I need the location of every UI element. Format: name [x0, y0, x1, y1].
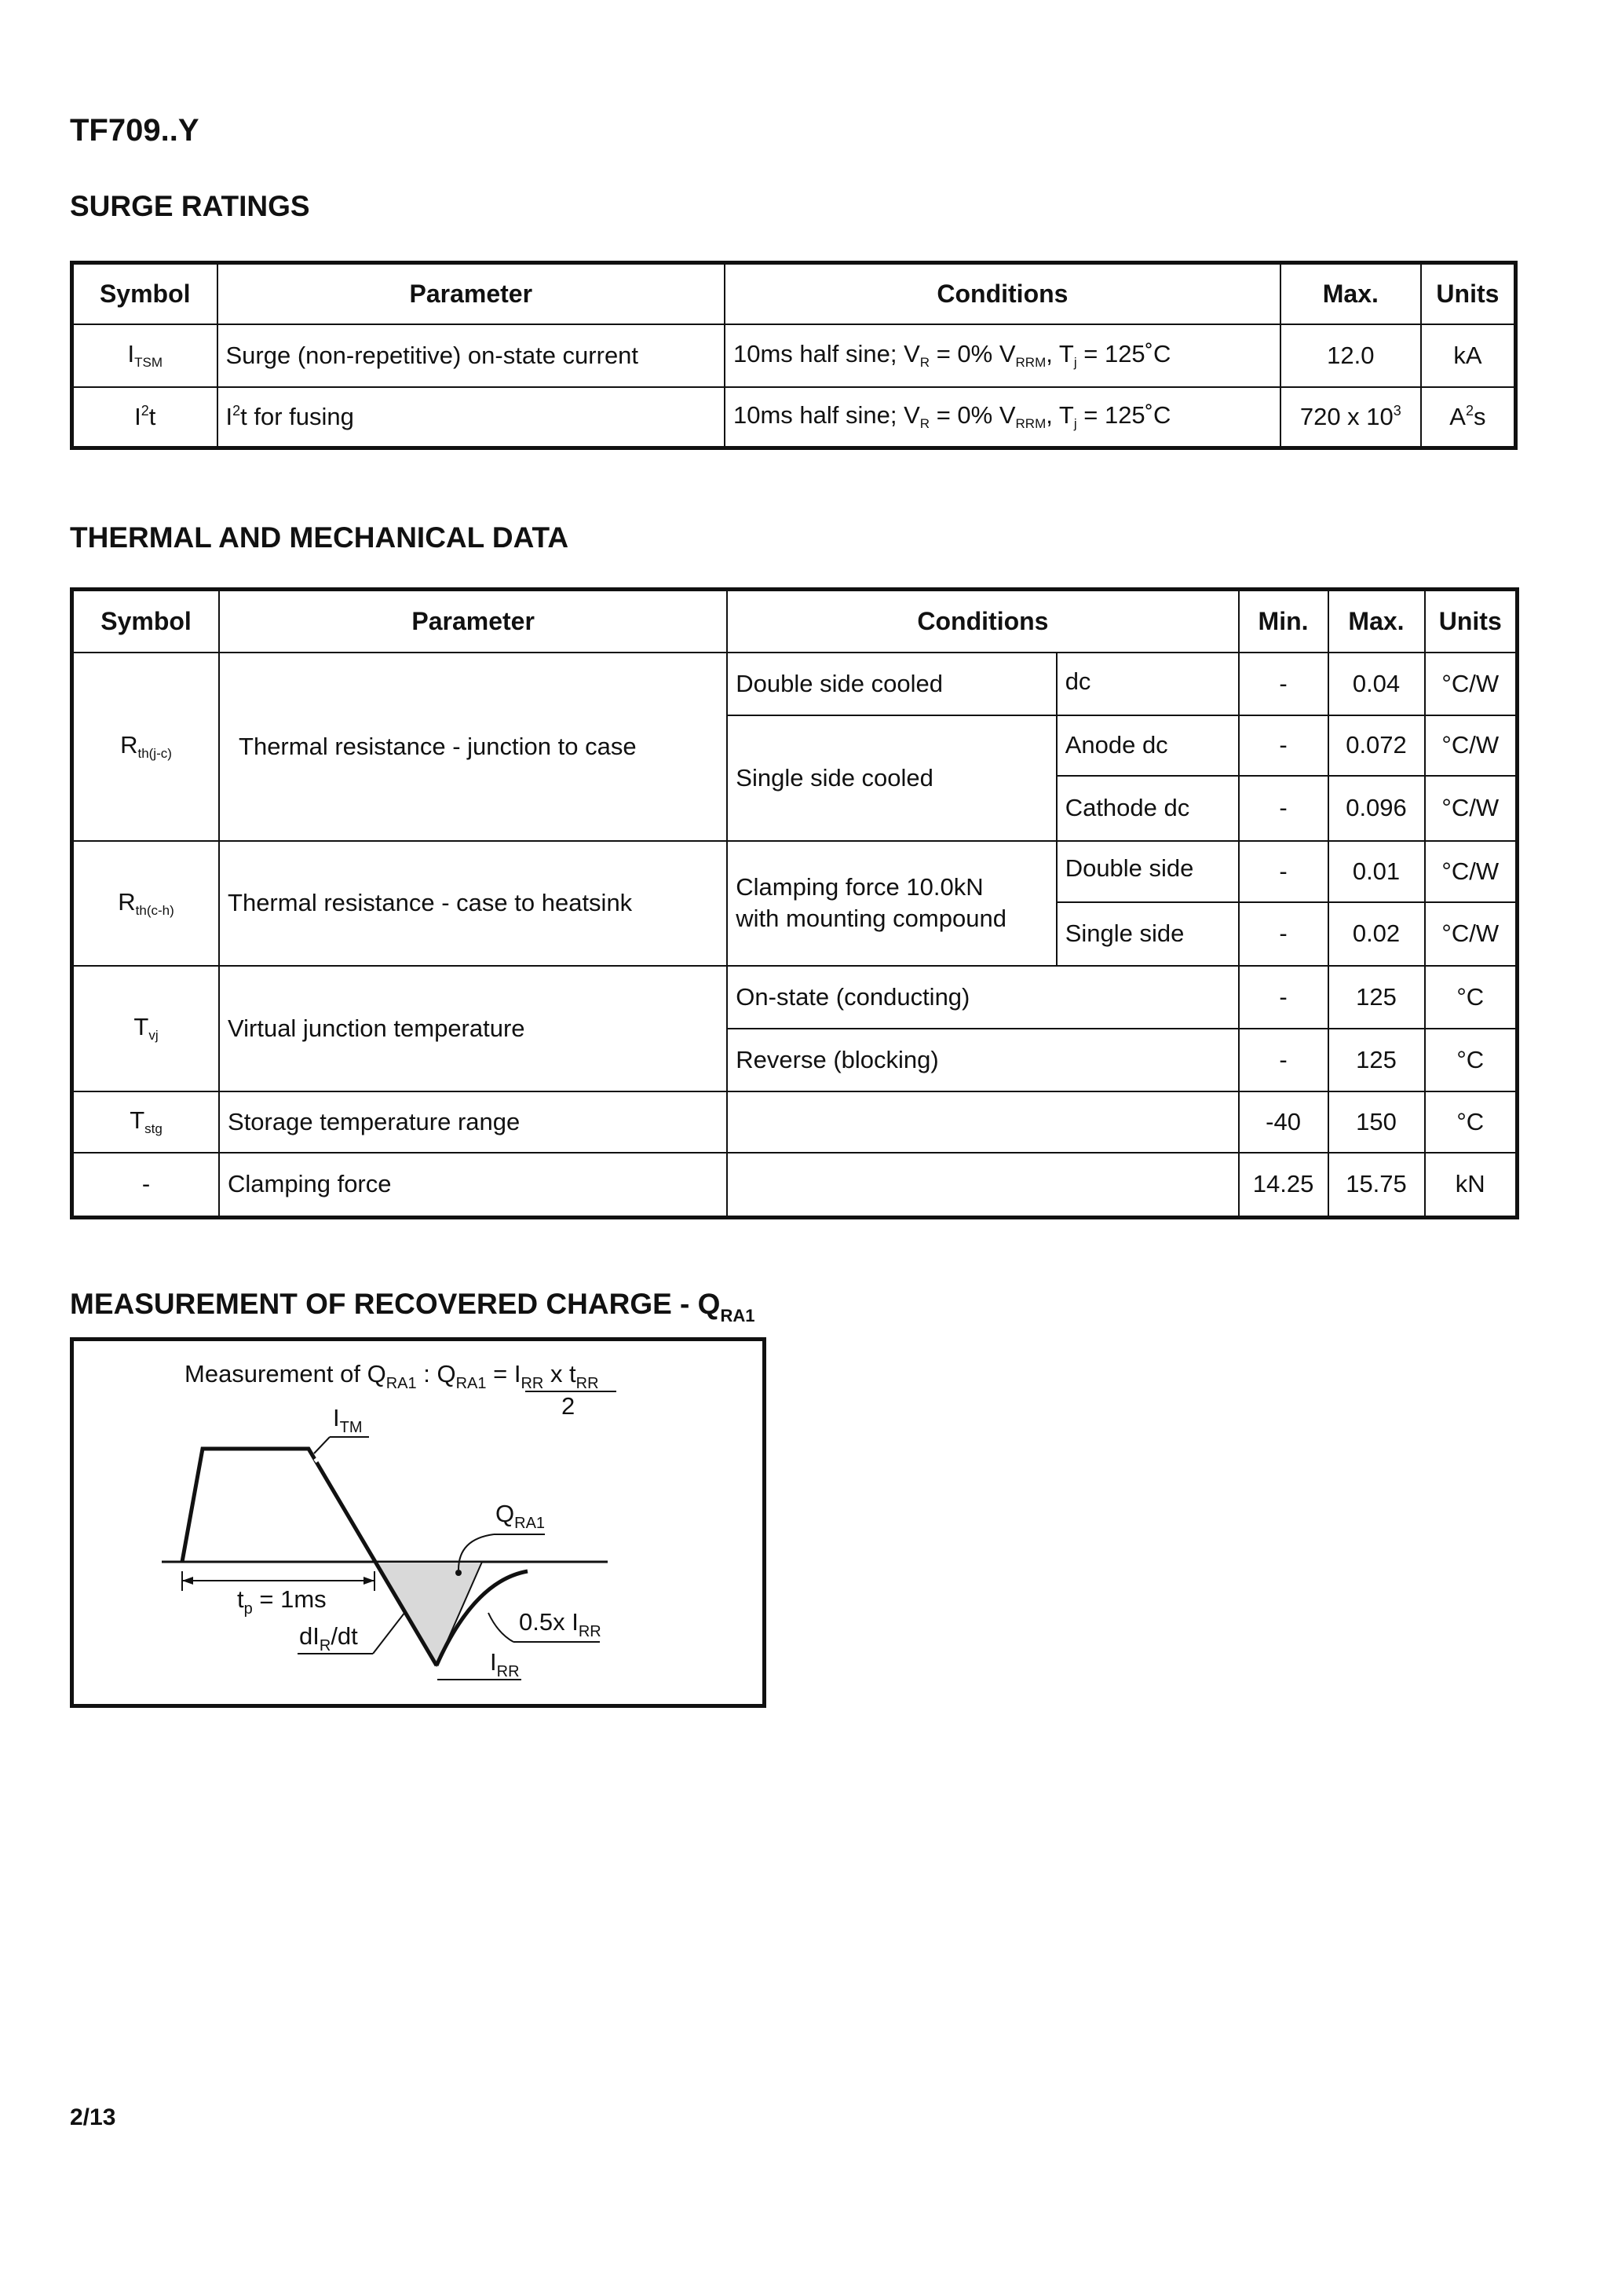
condition-cell	[727, 1091, 1238, 1153]
surge-ratings-table	[70, 261, 1518, 450]
symbol-cell: $T_{vj}$	[72, 966, 220, 1091]
parameter-cell: $I^2t$ for fusing	[217, 387, 725, 448]
table-row	[72, 841, 1518, 902]
dir-dt-leader	[373, 1612, 405, 1654]
tp-arrow-left	[182, 1577, 193, 1585]
parameter-cell: Surge (non-repetitive) on-state current	[217, 324, 725, 387]
tp-arrow-right	[363, 1577, 374, 1585]
subcondition-cell: Single side	[1057, 902, 1239, 966]
condition-cell: Reverse (blocking)	[727, 1029, 1238, 1091]
units-cell: °C/W	[1425, 841, 1518, 902]
max-cell: 0.04	[1328, 653, 1425, 715]
symbol-cell: $I_{TSM}$	[72, 324, 217, 387]
symbol-cell: $R_{th(c-h)}$	[72, 841, 220, 966]
col-header-parameter: Parameter	[217, 263, 725, 324]
max-cell: 0.072	[1328, 715, 1425, 776]
conditions-cell: 10ms half sine; $V_R = 0\%$ $V_{RRM}$, $T_j$ = 125˚C	[725, 387, 1280, 448]
max-cell: 12.0	[1280, 324, 1421, 387]
condition-cell: Double side cooled	[727, 653, 1056, 715]
condition-cell	[727, 1153, 1238, 1218]
recovered-charge-heading: MEASUREMENT OF RECOVERED CHARGE - $Q_{RA1}$	[70, 1288, 755, 1325]
symbol-cell: $R_{th(j-c)}$	[72, 653, 220, 841]
subcondition-cell: Double side	[1057, 841, 1239, 902]
conditions-cell: 10ms half sine; $V_R = 0\%$ $V_{RRM}$, $T_j$ = 125˚C	[725, 324, 1280, 387]
units-cell: °C	[1425, 1029, 1518, 1091]
min-cell: -	[1239, 653, 1328, 715]
table-row	[72, 1153, 1518, 1218]
page-number: 2/13	[70, 2104, 116, 2130]
max-cell: 15.75	[1328, 1153, 1425, 1218]
col-header-max: Max.	[1280, 263, 1421, 324]
units-cell: kN	[1425, 1153, 1518, 1218]
min-cell: 14.25	[1239, 1153, 1328, 1218]
dir-dt-label: $dI_R/dt$	[299, 1622, 358, 1654]
min-cell: -	[1239, 966, 1328, 1029]
max-cell: 720 x $10^3$	[1280, 387, 1421, 448]
parameter-cell: Thermal resistance - case to heatsink	[219, 841, 727, 966]
col-header-symbol: Symbol	[72, 590, 220, 653]
formula-text: Measurement of $Q_{RA1}$ : $Q_{RA1} = I_{RR}$ x $t_{RR}$	[184, 1360, 599, 1392]
symbol-cell: $T_{stg}$	[72, 1091, 220, 1153]
tp-label: $t_p = 1ms$	[237, 1585, 327, 1618]
condition-cell: Clamping force 10.0kN with mounting compound	[727, 841, 1056, 966]
recovered-charge-diagram	[70, 1337, 766, 1708]
units-cell: °C/W	[1425, 653, 1518, 715]
table-row	[72, 1091, 1518, 1153]
half-irr-leader	[488, 1613, 513, 1642]
recovered-charge-waveform	[74, 1341, 762, 1704]
max-cell: 125	[1328, 966, 1425, 1029]
col-header-min: Min.	[1239, 590, 1328, 653]
col-header-conditions: Conditions	[725, 263, 1280, 324]
col-header-conditions: Conditions	[727, 590, 1238, 653]
max-cell: 0.01	[1328, 841, 1425, 902]
units-cell: kA	[1421, 324, 1516, 387]
irr-label: $I_{RR}$	[490, 1648, 520, 1680]
thermal-mechanical-table	[70, 587, 1519, 1219]
half-irr-label: 0.5x $I_{RR}$	[519, 1608, 601, 1640]
min-cell: -	[1239, 841, 1328, 902]
condition-cell: Single side cooled	[727, 715, 1056, 841]
max-cell: 0.096	[1328, 776, 1425, 841]
table-header-row	[72, 590, 1518, 653]
parameter-cell: Thermal resistance - junction to case	[219, 653, 727, 841]
table-row	[72, 324, 1516, 387]
units-cell: °C/W	[1425, 902, 1518, 966]
col-header-max: Max.	[1328, 590, 1425, 653]
units-cell: °C/W	[1425, 715, 1518, 776]
units-cell: °C/W	[1425, 776, 1518, 841]
parameter-cell: Storage temperature range	[219, 1091, 727, 1153]
parameter-cell: Clamping force	[219, 1153, 727, 1218]
table-row	[72, 387, 1516, 448]
col-header-symbol: Symbol	[72, 263, 217, 324]
min-cell: -	[1239, 902, 1328, 966]
qra1-label: $Q_{RA1}$	[495, 1500, 546, 1532]
itm-label: $I_{TM}$	[333, 1404, 363, 1436]
min-cell: -40	[1239, 1091, 1328, 1153]
symbol-cell: $I^2t$	[72, 387, 217, 448]
table-row	[72, 653, 1518, 715]
min-cell: -	[1239, 776, 1328, 841]
units-cell: °C	[1425, 1091, 1518, 1153]
max-cell: 0.02	[1328, 902, 1425, 966]
break-mark	[315, 1456, 322, 1461]
condition-cell: On-state (conducting)	[727, 966, 1238, 1029]
table-row	[72, 966, 1518, 1029]
subcondition-cell: dc	[1057, 653, 1239, 715]
min-cell: -	[1239, 1029, 1328, 1091]
formula-denominator: 2	[561, 1392, 575, 1420]
max-cell: 125	[1328, 1029, 1425, 1091]
subcondition-cell: Cathode dc	[1057, 776, 1239, 841]
units-cell: $A^2s$	[1421, 387, 1516, 448]
col-header-units: Units	[1425, 590, 1518, 653]
document-title: TF709..Y	[70, 113, 199, 148]
table-header-row	[72, 263, 1516, 324]
surge-ratings-heading: SURGE RATINGS	[70, 190, 310, 222]
max-cell: 150	[1328, 1091, 1425, 1153]
thermal-mechanical-heading: THERMAL AND MECHANICAL DATA	[70, 521, 569, 554]
col-header-parameter: Parameter	[219, 590, 727, 653]
subcondition-cell: Anode dc	[1057, 715, 1239, 776]
col-header-units: Units	[1421, 263, 1516, 324]
min-cell: -	[1239, 715, 1328, 776]
symbol-cell: -	[72, 1153, 220, 1218]
parameter-cell: Virtual junction temperature	[219, 966, 727, 1091]
itm-leader	[314, 1437, 330, 1453]
qra1-leader-dot	[455, 1570, 462, 1576]
units-cell: °C	[1425, 966, 1518, 1029]
